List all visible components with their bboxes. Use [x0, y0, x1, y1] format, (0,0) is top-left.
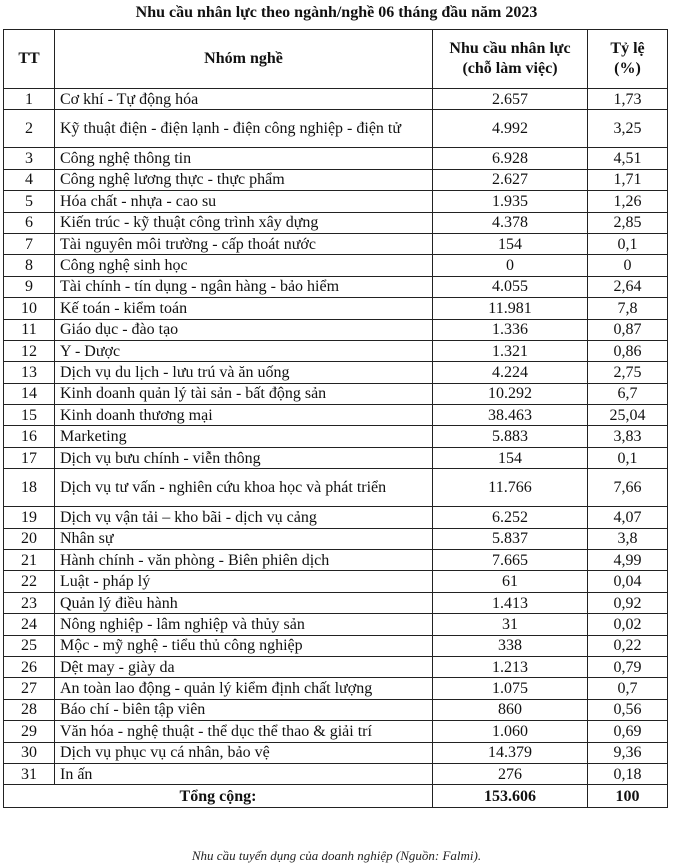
- row-rate: 1,26: [588, 191, 668, 212]
- table-row: [4, 383, 668, 404]
- row-rate: 0,56: [588, 699, 668, 720]
- table-header-row: [4, 30, 668, 89]
- row-tt: 31: [4, 763, 55, 784]
- row-tt: 1: [4, 89, 55, 110]
- row-rate: 0,69: [588, 721, 668, 742]
- row-name: Dịch vụ tư vấn - nghiên cứu khoa học và phát triển: [55, 469, 433, 507]
- table-row: [4, 678, 668, 699]
- row-tt: 28: [4, 699, 55, 720]
- row-demand: 2.627: [433, 169, 588, 190]
- row-name: Marketing: [55, 426, 433, 447]
- row-tt: 24: [4, 614, 55, 635]
- row-name: Công nghệ sinh học: [55, 255, 433, 276]
- row-rate: 2,64: [588, 276, 668, 297]
- row-demand: 5.837: [433, 528, 588, 549]
- table-row: [4, 571, 668, 592]
- row-rate: 0,1: [588, 447, 668, 468]
- table-row: [4, 233, 668, 254]
- table-row: [4, 614, 668, 635]
- row-name: Hóa chất - nhựa - cao su: [55, 191, 433, 212]
- row-tt: 18: [4, 469, 55, 507]
- row-rate: 3,8: [588, 528, 668, 549]
- row-tt: 25: [4, 635, 55, 656]
- row-demand: 14.379: [433, 742, 588, 763]
- row-demand: 10.292: [433, 383, 588, 404]
- table-row: [4, 255, 668, 276]
- row-demand: 4.992: [433, 110, 588, 148]
- row-demand: 276: [433, 763, 588, 784]
- row-name: Kỹ thuật điện - điện lạnh - điện công nghiệp - điện tử: [55, 110, 433, 148]
- row-rate: 3,83: [588, 426, 668, 447]
- row-rate: 4,99: [588, 550, 668, 571]
- row-tt: 15: [4, 405, 55, 426]
- table-row: [4, 405, 668, 426]
- row-tt: 29: [4, 721, 55, 742]
- row-rate: 0,86: [588, 340, 668, 361]
- row-demand: 31: [433, 614, 588, 635]
- table-row: [4, 447, 668, 468]
- row-name: Kiến trúc - kỹ thuật công trình xây dựng: [55, 212, 433, 233]
- row-demand: 0: [433, 255, 588, 276]
- row-demand: 61: [433, 571, 588, 592]
- header-demand-line1: Nhu cầu nhân lực: [449, 40, 571, 57]
- row-tt: 9: [4, 276, 55, 297]
- row-tt: 5: [4, 191, 55, 212]
- row-name: Dịch vụ du lịch - lưu trú và ăn uống: [55, 362, 433, 383]
- row-tt: 10: [4, 298, 55, 319]
- table-row: [4, 528, 668, 549]
- row-demand: 1.321: [433, 340, 588, 361]
- row-rate: 0,92: [588, 592, 668, 613]
- row-tt: 3: [4, 148, 55, 169]
- table-row: [4, 469, 668, 507]
- row-demand: 1.213: [433, 656, 588, 677]
- row-demand: 11.766: [433, 469, 588, 507]
- row-tt: 13: [4, 362, 55, 383]
- row-tt: 22: [4, 571, 55, 592]
- row-rate: 2,75: [588, 362, 668, 383]
- row-name: Dịch vụ phục vụ cá nhân, bảo vệ: [55, 742, 433, 763]
- row-demand: 38.463: [433, 405, 588, 426]
- table-row: [4, 212, 668, 233]
- row-tt: 6: [4, 212, 55, 233]
- row-name: Dịch vụ bưu chính - viễn thông: [55, 447, 433, 468]
- table-row: [4, 340, 668, 361]
- table-row: [4, 169, 668, 190]
- row-demand: 1.413: [433, 592, 588, 613]
- image-caption: Nhu cầu tuyển dụng của doanh nghiệp (Nguồn: Falmi).: [191, 848, 482, 863]
- row-rate: 1,71: [588, 169, 668, 190]
- row-tt: 2: [4, 110, 55, 148]
- row-demand: 1.075: [433, 678, 588, 699]
- row-name: Giáo dục - đào tạo: [55, 319, 433, 340]
- row-name: Cơ khí - Tự động hóa: [55, 89, 433, 110]
- header-rate: [588, 30, 668, 89]
- row-name: Văn hóa - nghệ thuật - thể dục thể thao & giải trí: [55, 721, 433, 742]
- row-tt: 11: [4, 319, 55, 340]
- total-demand: 153.606: [433, 785, 588, 808]
- table-row: [4, 721, 668, 742]
- row-tt: 14: [4, 383, 55, 404]
- row-demand: 2.657: [433, 89, 588, 110]
- header-demand-line2: (chỗ làm việc): [462, 60, 558, 77]
- table-row: [4, 298, 668, 319]
- row-rate: 9,36: [588, 742, 668, 763]
- row-rate: 0,18: [588, 763, 668, 784]
- table-row: [4, 742, 668, 763]
- table-row: [4, 89, 668, 110]
- row-tt: 12: [4, 340, 55, 361]
- table-row: [4, 148, 668, 169]
- row-name: Hành chính - văn phòng - Biên phiên dịch: [55, 550, 433, 571]
- table-row: [4, 592, 668, 613]
- row-name: Mộc - mỹ nghệ - tiểu thủ công nghiệp: [55, 635, 433, 656]
- row-tt: 8: [4, 255, 55, 276]
- row-demand: 4.224: [433, 362, 588, 383]
- total-rate: 100: [588, 785, 668, 808]
- row-rate: 4,51: [588, 148, 668, 169]
- row-tt: 20: [4, 528, 55, 549]
- row-rate: 0,22: [588, 635, 668, 656]
- row-name: Nông nghiệp - lâm nghiệp và thủy sản: [55, 614, 433, 635]
- row-demand: 11.981: [433, 298, 588, 319]
- row-name: Dịch vụ vận tải – kho bãi - dịch vụ cảng: [55, 507, 433, 528]
- row-demand: 1.935: [433, 191, 588, 212]
- row-rate: 6,7: [588, 383, 668, 404]
- row-name: Kinh doanh thương mại: [55, 405, 433, 426]
- table-row: [4, 319, 668, 340]
- table-body: [4, 89, 668, 808]
- row-rate: 3,25: [588, 110, 668, 148]
- row-tt: 21: [4, 550, 55, 571]
- row-demand: 4.055: [433, 276, 588, 297]
- header-demand: [433, 30, 588, 89]
- table-row: [4, 191, 668, 212]
- demand-table: [3, 29, 668, 808]
- table-row: [4, 635, 668, 656]
- row-tt: 16: [4, 426, 55, 447]
- row-demand: 860: [433, 699, 588, 720]
- header-rate-line1: Tỷ lệ: [610, 40, 645, 57]
- row-rate: 0,87: [588, 319, 668, 340]
- row-tt: 4: [4, 169, 55, 190]
- row-name: Kế toán - kiểm toán: [55, 298, 433, 319]
- table-row: [4, 362, 668, 383]
- row-tt: 17: [4, 447, 55, 468]
- row-rate: 7,8: [588, 298, 668, 319]
- row-rate: 1,73: [588, 89, 668, 110]
- row-demand: 1.336: [433, 319, 588, 340]
- row-rate: 0,04: [588, 571, 668, 592]
- row-demand: 154: [433, 233, 588, 254]
- total-label: Tổng cộng:: [4, 785, 433, 808]
- row-name: Công nghệ lương thực - thực phẩm: [55, 169, 433, 190]
- table-row: [4, 426, 668, 447]
- total-row: [4, 785, 668, 808]
- row-name: In ấn: [55, 763, 433, 784]
- row-demand: 4.378: [433, 212, 588, 233]
- row-rate: 0,1: [588, 233, 668, 254]
- row-name: Tài chính - tín dụng - ngân hàng - bảo hiểm: [55, 276, 433, 297]
- row-name: Báo chí - biên tập viên: [55, 699, 433, 720]
- row-rate: 25,04: [588, 405, 668, 426]
- header-tt: TT: [4, 30, 55, 89]
- row-tt: 7: [4, 233, 55, 254]
- table-row: [4, 507, 668, 528]
- row-name: Dệt may - giày da: [55, 656, 433, 677]
- row-name: Công nghệ thông tin: [55, 148, 433, 169]
- row-rate: 7,66: [588, 469, 668, 507]
- row-name: Tài nguyên môi trường - cấp thoát nước: [55, 233, 433, 254]
- table-row: [4, 276, 668, 297]
- row-tt: 30: [4, 742, 55, 763]
- table-row: [4, 699, 668, 720]
- row-tt: 23: [4, 592, 55, 613]
- row-name: Kinh doanh quản lý tài sản - bất động sản: [55, 383, 433, 404]
- row-rate: 0,7: [588, 678, 668, 699]
- row-tt: 19: [4, 507, 55, 528]
- row-rate: 0: [588, 255, 668, 276]
- row-demand: 338: [433, 635, 588, 656]
- header-rate-line2: (%): [614, 60, 641, 77]
- row-demand: 7.665: [433, 550, 588, 571]
- row-tt: 26: [4, 656, 55, 677]
- row-rate: 0,02: [588, 614, 668, 635]
- row-rate: 0,79: [588, 656, 668, 677]
- row-rate: 2,85: [588, 212, 668, 233]
- header-group: Nhóm nghề: [55, 30, 433, 89]
- row-name: Y - Dược: [55, 340, 433, 361]
- row-demand: 154: [433, 447, 588, 468]
- table-title: Nhu cầu nhân lực theo ngành/nghề 06 tháng đầu năm 2023: [135, 4, 538, 21]
- row-name: Quản lý điều hành: [55, 592, 433, 613]
- table-row: [4, 110, 668, 148]
- row-rate: 4,07: [588, 507, 668, 528]
- table-row: [4, 656, 668, 677]
- row-demand: 6.928: [433, 148, 588, 169]
- row-demand: 6.252: [433, 507, 588, 528]
- row-tt: 27: [4, 678, 55, 699]
- table-row: [4, 763, 668, 784]
- row-name: Luật - pháp lý: [55, 571, 433, 592]
- table-row: [4, 550, 668, 571]
- row-name: An toàn lao động - quản lý kiểm định chất lượng: [55, 678, 433, 699]
- row-demand: 5.883: [433, 426, 588, 447]
- row-name: Nhân sự: [55, 528, 433, 549]
- row-demand: 1.060: [433, 721, 588, 742]
